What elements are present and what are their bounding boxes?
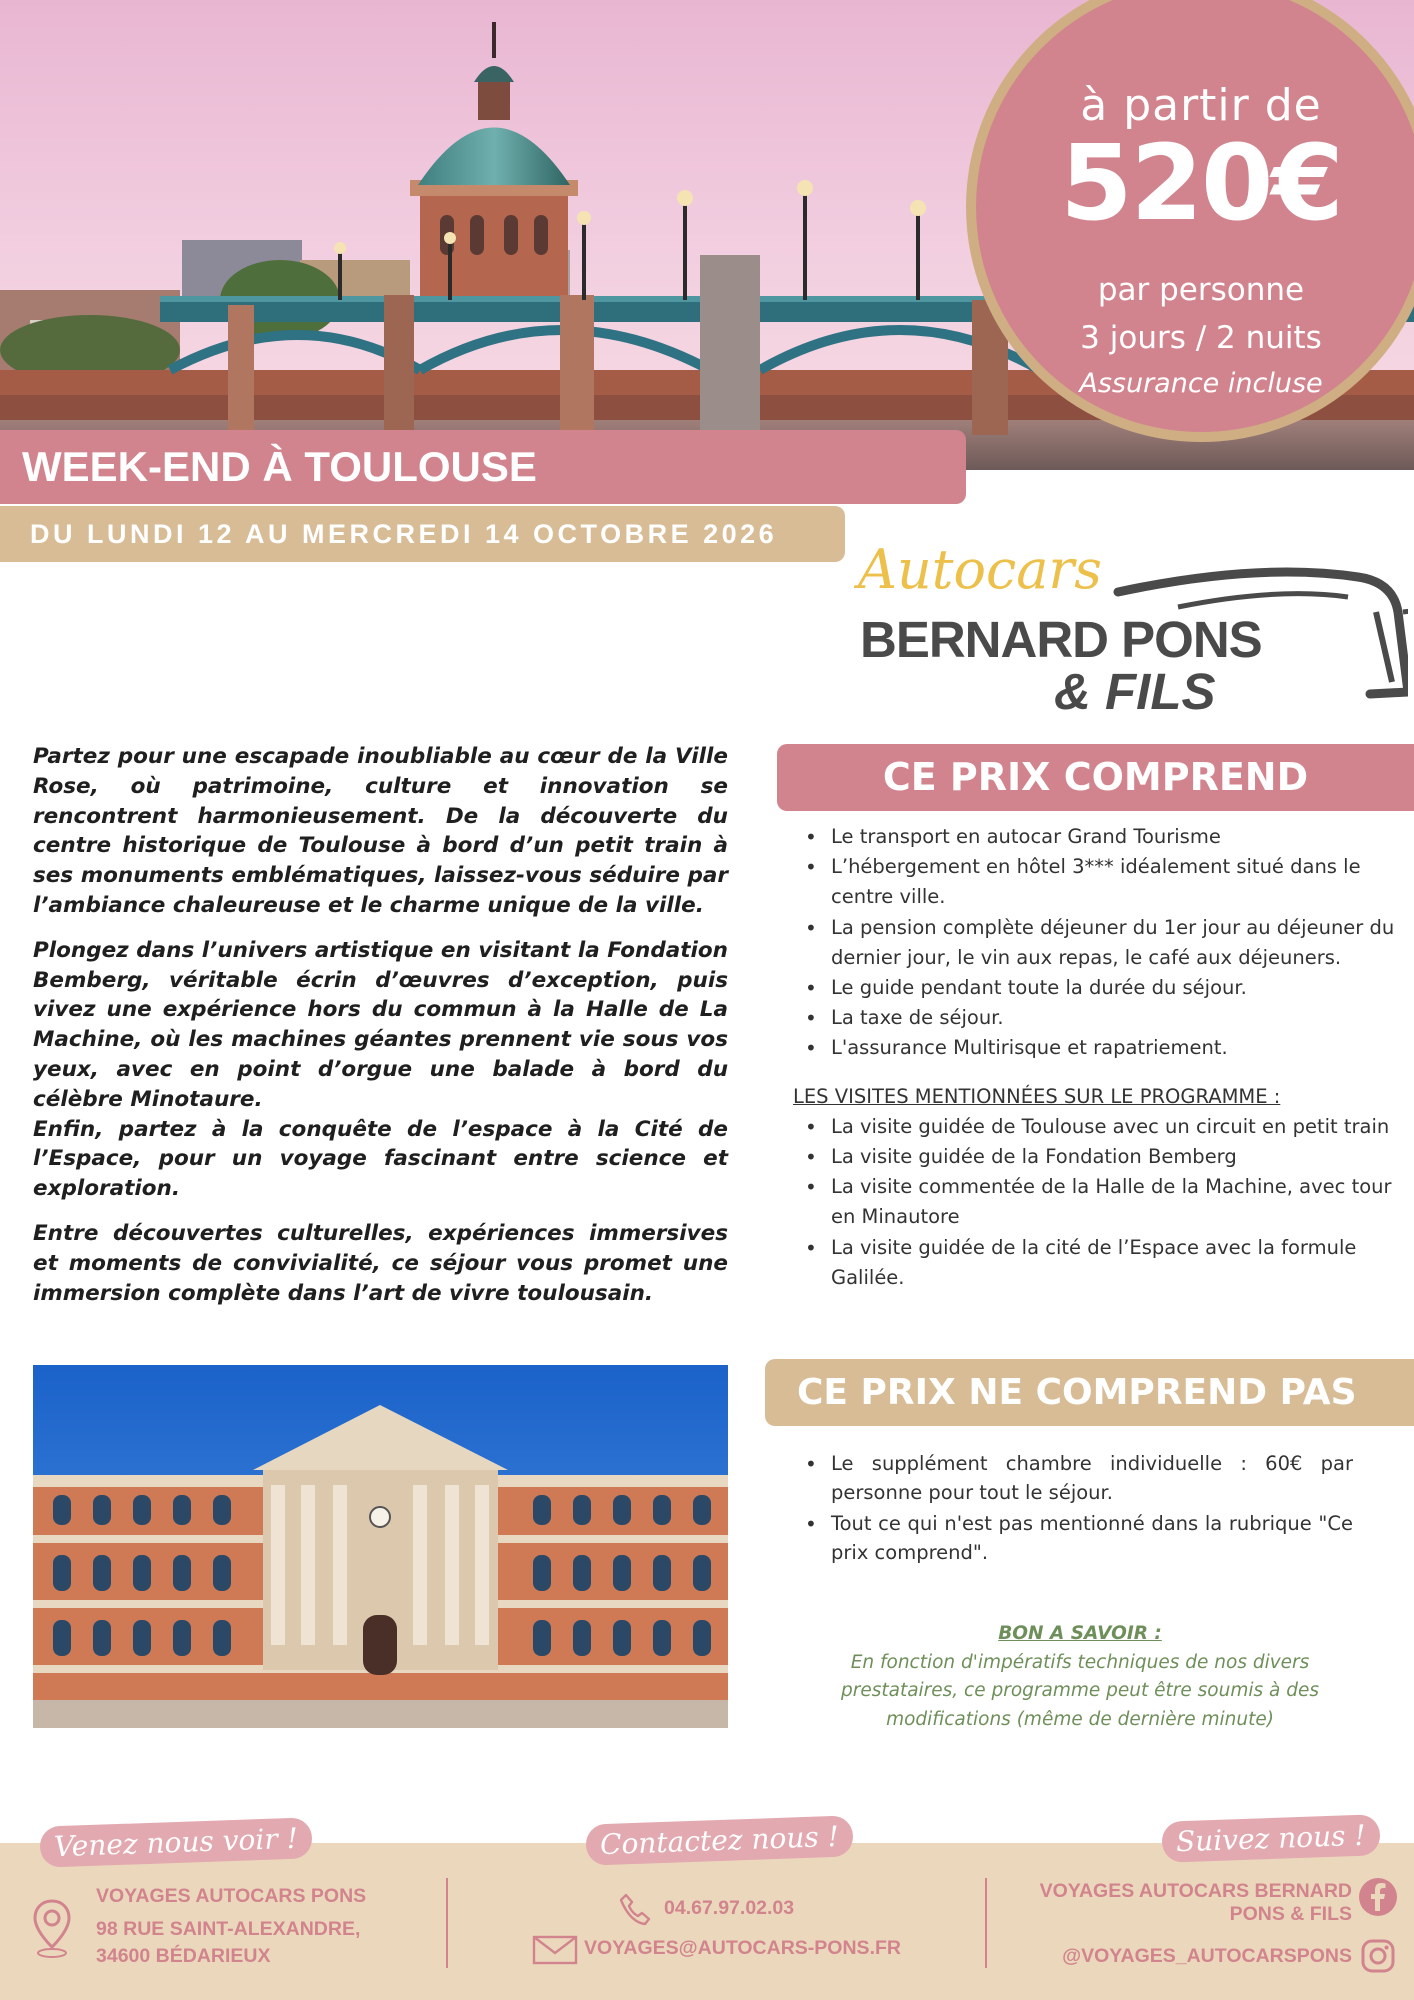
trip-duration: 3 jours / 2 nuits — [1080, 320, 1322, 356]
price-from-label: à partir de — [1080, 80, 1322, 131]
price-per-person: par personne — [1097, 272, 1305, 308]
included-list — [793, 822, 1408, 1064]
facebook-line2: PONS & FILS — [1229, 1903, 1352, 1925]
intro-paragraph-2: Plongez dans l’univers artistique en visitant la Fondation Bemberg, véritable écrin d’œuvres d’exception, puis vivez une expérience hors du commun à la Halle de La Machine, où les machines géantes prennent vie sous vos yeux, avec en point d’orgue une balade à bord du célèbre Minotaure. — [33, 937, 728, 1112]
logo-name-line1: BERNARD PONS — [860, 611, 1262, 668]
location-pin-icon — [32, 1897, 72, 1959]
visit-us-tag: Venez nous voir ! — [39, 1817, 312, 1867]
list-item: • La visite guidée de la cité de l’Espace avec la formule Galilée. — [793, 1233, 1408, 1293]
footer-address — [96, 1883, 366, 1970]
email-icon — [532, 1934, 578, 1966]
company-logo — [858, 530, 1398, 720]
included-heading: CE PRIX COMPREND — [777, 744, 1414, 811]
footer-divider — [985, 1878, 987, 1968]
intro-paragraph-1: Partez pour une escapade inoubliable au cœur de la Ville Rose, où patrimoine, culture et innovation se rencontrent harmonieusement. De la découverte du centre historique de Toulouse à bord d’un petit train à ses monuments emblématiques, laissez-vous séduire par l’ambiance chaleureuse et le charme unique de la ville. — [33, 744, 728, 918]
email-link[interactable]: VOYAGES@AUTOCARS-PONS.FR — [584, 1937, 901, 1959]
follow-us-tag: Suivez nous ! — [1161, 1814, 1380, 1863]
phone-icon — [618, 1892, 652, 1926]
visits-title: LES VISITES MENTIONNÉES SUR LE PROGRAMME : — [793, 1084, 1281, 1108]
contact-us-tag: Contactez nous ! — [585, 1815, 853, 1865]
list-item: • L’hébergement en hôtel 3*** idéalement situé dans le centre ville. — [793, 852, 1408, 912]
list-item: • L'assurance Multirisque et rapatriement. — [793, 1033, 1408, 1063]
logo-name-line2: & FILS — [1054, 663, 1216, 720]
included-section — [793, 822, 1408, 1293]
facebook-link[interactable] — [1000, 1880, 1352, 1926]
page-title: WEEK-END À TOULOUSE — [0, 430, 966, 504]
facebook-line1: VOYAGES AUTOCARS BERNARD — [1039, 1880, 1352, 1902]
excluded-heading: CE PRIX NE COMPREND PAS — [765, 1359, 1414, 1426]
list-item: • La taxe de séjour. — [793, 1003, 1408, 1033]
agency-name: VOYAGES AUTOCARS PONS — [96, 1885, 367, 1907]
trip-description — [33, 742, 728, 1323]
list-item: • Tout ce qui n'est pas mentionné dans la rubrique "Ce prix comprend". — [793, 1510, 1353, 1567]
price-badge — [966, 0, 1414, 442]
visits-list — [793, 1112, 1408, 1293]
list-item: • La pension complète déjeuner du 1er jour au déjeuner du dernier jour, le vin aux repas, le café aux déjeuners. — [793, 913, 1408, 973]
address-line1: 98 RUE SAINT-ALEXANDRE, — [96, 1918, 361, 1940]
logo-script-text: Autocars — [858, 538, 1102, 601]
list-item: • La visite guidée de Toulouse avec un circuit en petit train — [793, 1112, 1408, 1142]
intro-paragraph-4: Entre découvertes culturelles, expériences immersives et moments de convivialité, ce séjour vous promet une immersion complète dans l’art de vivre toulousain. — [33, 1220, 728, 1306]
intro-paragraph-3: Enfin, partez à la conquête de l’espace à la Cité de l’Espace, pour un voyage fascinant entre science et exploration. — [33, 1116, 728, 1202]
price-amount: 520€ — [1060, 122, 1342, 244]
list-item: • Le supplément chambre individuelle : 60€ par personne pour tout le séjour. — [793, 1450, 1353, 1507]
footer-divider — [446, 1878, 448, 1968]
instagram-icon[interactable] — [1360, 1938, 1396, 1974]
notice-text: En fonction d'impératifs techniques de nos divers prestataires, ce programme peut être soumis à des modifications (même de dernière minute) — [840, 1651, 1319, 1730]
instagram-link[interactable]: @VOYAGES_AUTOCARSPONS — [1062, 1945, 1352, 1967]
list-item: • La visite guidée de la Fondation Bemberg — [793, 1142, 1408, 1172]
address-line2: 34600 BÉDARIEUX — [96, 1945, 271, 1967]
list-item: • Le guide pendant toute la durée du séjour. — [793, 973, 1408, 1003]
trip-dates: DU LUNDI 12 AU MERCREDI 14 OCTOBRE 2026 — [0, 506, 845, 562]
insurance-note: Assurance incluse — [1079, 368, 1323, 399]
phone-link[interactable]: 04.67.97.02.03 — [664, 1897, 795, 1919]
notice-title: BON A SAVOIR : — [998, 1623, 1162, 1644]
excluded-section — [793, 1450, 1353, 1570]
list-item: • Le transport en autocar Grand Tourisme — [793, 822, 1408, 852]
list-item: • La visite commentée de la Halle de la Machine, avec tour en Minautore — [793, 1172, 1408, 1232]
capitole-photo — [33, 1365, 728, 1728]
facebook-icon[interactable] — [1358, 1877, 1398, 1917]
notice-box — [820, 1620, 1340, 1734]
excluded-list — [793, 1450, 1353, 1567]
